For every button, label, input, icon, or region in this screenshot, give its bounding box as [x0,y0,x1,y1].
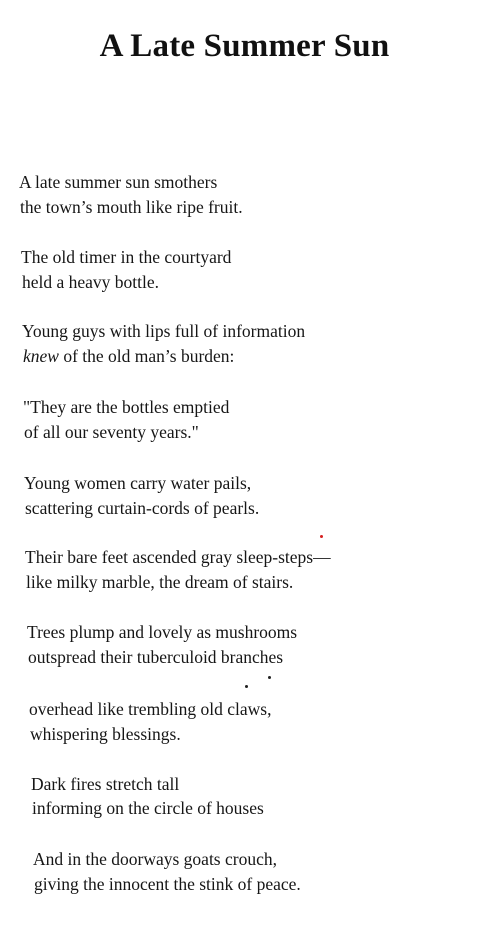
stanza-4-line-1: "They are the bottles emptied [23,397,230,417]
stanza-9-line-1: Dark fires stretch tall [31,774,180,794]
stanza-3-line-1: Young guys with lips full of information [22,321,306,341]
stanza-1-line-2: the town’s mouth like ripe fruit. [20,197,243,217]
stanza-4-line-2: of all our seventy years." [24,422,199,442]
dust-speck [245,685,248,688]
stanza-7-line-1: Trees plump and lovely as mushrooms [27,622,298,642]
stanza-3-line-2-rest: of the old man’s burden: [58,346,235,366]
stanza-3-italic-word: knew [23,346,59,366]
stanza-7-line-2: outspread their tuberculoid branches [28,647,284,667]
stanza-8-line-2: whispering blessings. [30,724,181,744]
stanza-6-line-2: like milky marble, the dream of stairs. [26,572,294,592]
poem-title: A Late Summer Sun [99,28,390,64]
stanza-8-line-1: overhead like trembling old claws, [29,699,272,719]
stanza-10-line-2: giving the innocent the stink of peace. [34,874,301,894]
stanza-1-line-1: A late summer sun smothers [19,172,218,192]
dust-speck [268,676,271,679]
stanza-5-line-2: scattering curtain-cords of pearls. [25,498,260,518]
stanza-9-line-2: informing on the circle of houses [32,798,264,818]
stanza-5-line-1: Young women carry water pails, [24,473,252,493]
stanza-2-line-2: held a heavy bottle. [22,272,160,292]
stanza-6-line-1: Their bare feet ascended gray sleep-steps— [25,547,331,567]
stanza-10-line-1: And in the doorways goats crouch, [33,849,277,869]
red-speck [320,535,323,538]
stanza-2-line-1: The old timer in the courtyard [21,247,232,267]
stanza-3-line-2 [23,345,234,367]
